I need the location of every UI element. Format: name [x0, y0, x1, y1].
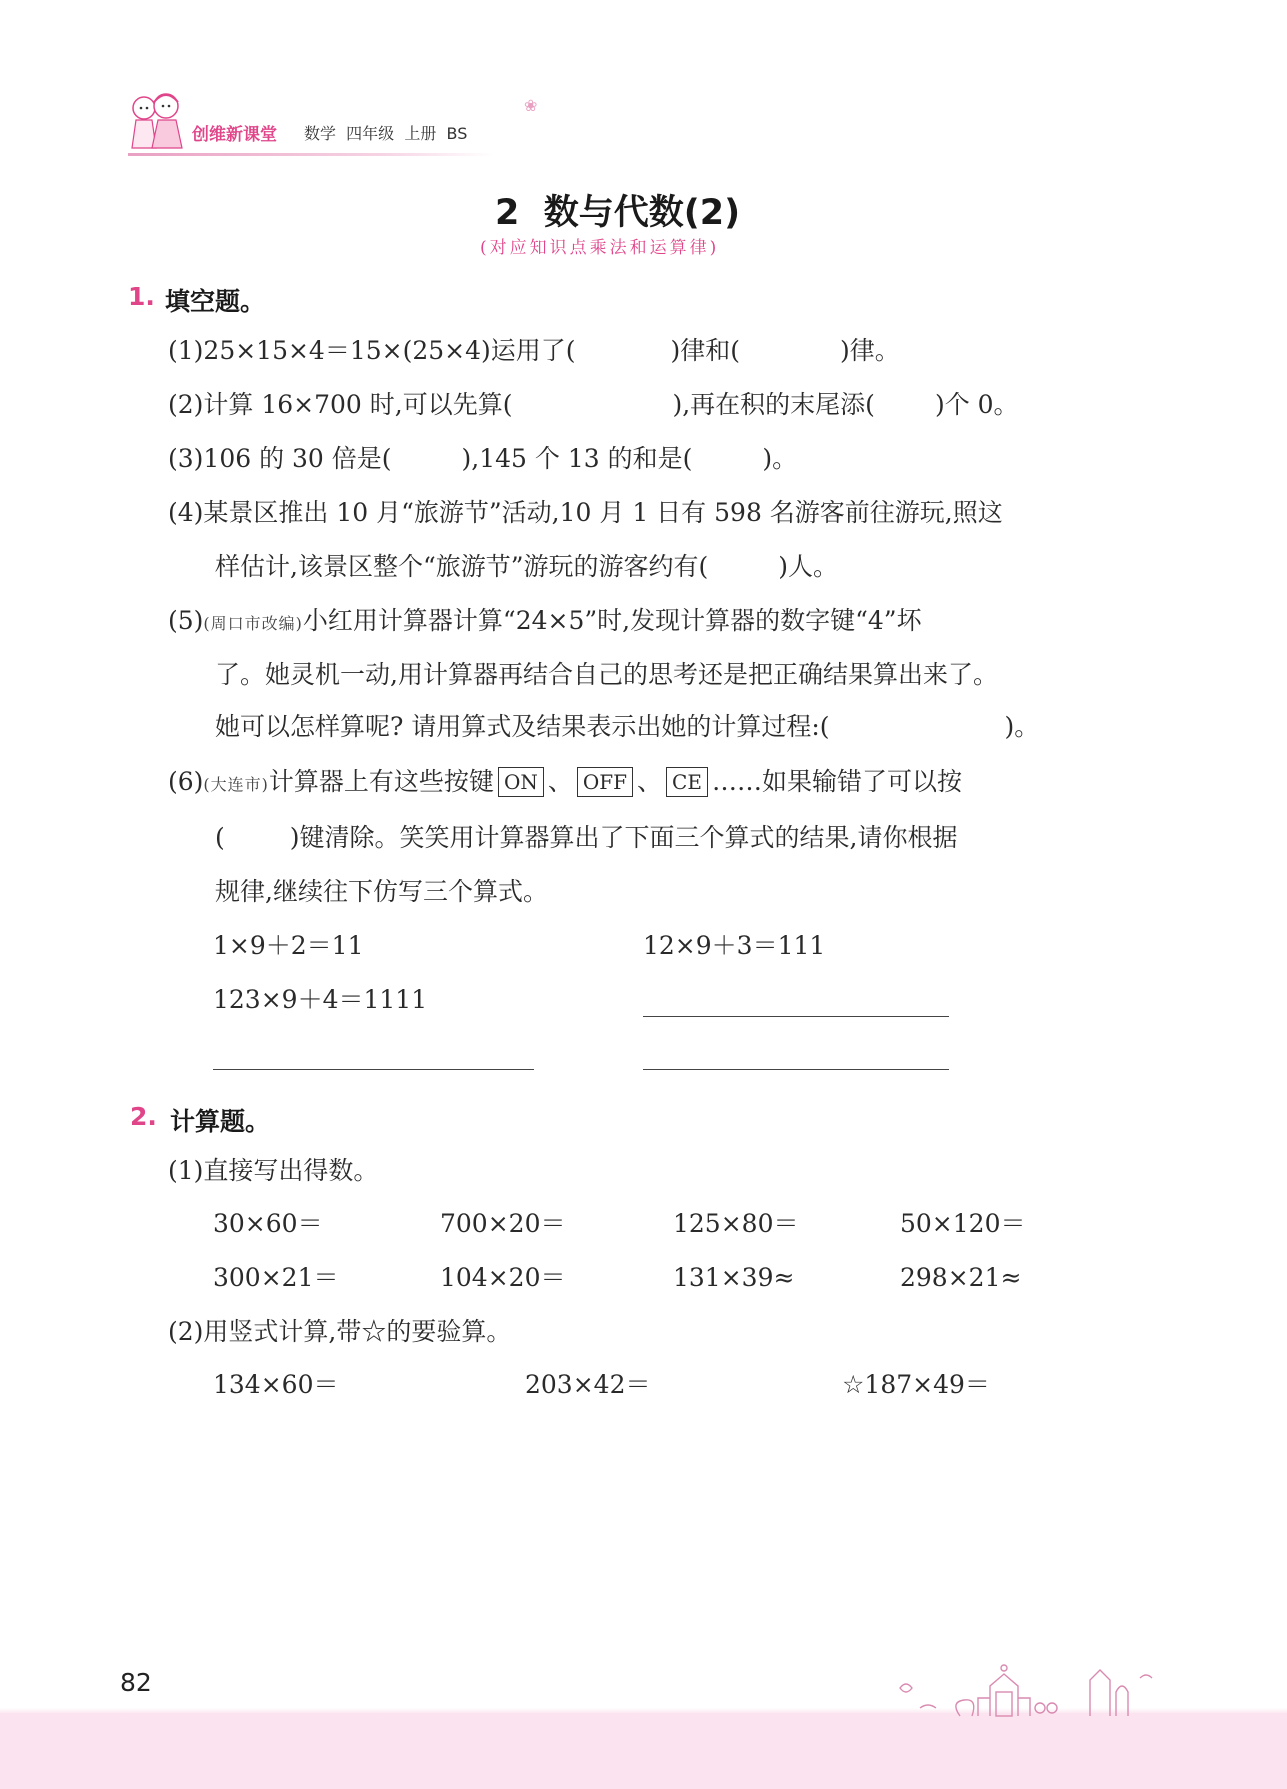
- answer-line-1: [643, 1016, 949, 1017]
- section1-number: 1.: [128, 282, 155, 311]
- question-1-6-line1: [168, 767, 962, 800]
- calc-item: 104×20＝: [440, 1263, 566, 1292]
- question-1-4-line2: [215, 552, 838, 582]
- q6-number: (6): [168, 767, 204, 796]
- answer-line-2: [213, 1069, 534, 1070]
- page-subtitle: (对应知识点乘法和运算律): [480, 238, 720, 258]
- calc-item: 298×21≈: [900, 1263, 1022, 1292]
- equation-1: 1×9＋2＝11: [213, 931, 364, 960]
- header-mascot-image: [126, 88, 188, 154]
- key-separator: 、: [637, 767, 663, 796]
- q6-text-1b: ……如果输错了可以按: [711, 767, 962, 796]
- header-rule: [128, 153, 493, 156]
- page-title: 2 数与代数(2): [495, 193, 741, 233]
- q6-text-2a: (: [215, 823, 225, 852]
- q5-number: (5): [168, 606, 204, 635]
- question-1-3: [168, 444, 797, 474]
- q1-text-a: (1)25×15×4＝15×(25×4)运用了(: [168, 336, 576, 365]
- q1-text-b: )律和(: [670, 336, 741, 365]
- footer-band: [0, 1713, 1287, 1789]
- question-1-4-line1: (4)某景区推出 10 月“旅游节”活动,10 月 1 日有 598 名游客前往游玩,照这: [168, 498, 1003, 527]
- q2-text-c: )个 0。: [934, 390, 1019, 419]
- calc-item: 700×20＝: [440, 1209, 566, 1238]
- question-1-2: [168, 390, 1019, 420]
- brand-name: 创维新课堂: [192, 125, 277, 145]
- question-1-5-line3: [215, 712, 1039, 742]
- q2-text-b: ),再在积的末尾添(: [672, 390, 875, 419]
- calc-item: 50×120＝: [900, 1209, 1026, 1238]
- equation-3: 123×9＋4＝1111: [213, 985, 428, 1014]
- q3-text-b: ),145 个 13 的和是(: [461, 444, 693, 473]
- q3-text-c: )。: [762, 444, 798, 473]
- vertical-calc-item: ☆187×49＝: [842, 1370, 990, 1399]
- q2-text-a: (2)计算 16×700 时,可以先算(: [168, 390, 513, 419]
- section2-number: 2.: [130, 1102, 157, 1131]
- castle-decoration-icon: [880, 1648, 1170, 1718]
- q6-text-2b: )键清除。笑笑用计算器算出了下面三个算式的结果,请你根据: [289, 823, 958, 852]
- section2-title: 计算题。: [170, 1107, 271, 1136]
- answer-line-3: [643, 1069, 949, 1070]
- question-1-6-line3: 规律,继续往下仿写三个算式。: [215, 877, 548, 906]
- calc-item: 300×21＝: [213, 1263, 339, 1292]
- part1-label: (1)直接写出得数。: [168, 1156, 379, 1185]
- key-off: OFF: [577, 767, 633, 797]
- q5-text-3b: )。: [1004, 712, 1040, 741]
- q5-source: (周口市改编): [203, 614, 303, 633]
- key-on: ON: [498, 767, 544, 797]
- bunny-icon: ❀: [524, 96, 538, 115]
- book-info: 数学 四年级 上册 BS: [304, 124, 468, 143]
- question-1-1: [168, 336, 900, 366]
- calc-item: 30×60＝: [213, 1209, 323, 1238]
- q4-text-a: 样估计,该景区整个“旅游节”游玩的游客约有(: [215, 552, 709, 581]
- q3-text-a: (3)106 的 30 倍是(: [168, 444, 392, 473]
- equation-2: 12×9＋3＝111: [643, 931, 826, 960]
- section1-title: 填空题。: [165, 287, 266, 316]
- q1-text-c: )律。: [840, 336, 900, 365]
- q6-source: (大连市): [203, 775, 269, 794]
- calc-item: 131×39≈: [673, 1263, 795, 1292]
- q4-text-b: )人。: [778, 552, 839, 581]
- q6-text-1a: 计算器上有这些按键: [268, 767, 494, 796]
- key-separator: 、: [547, 767, 573, 796]
- calc-item: 125×80＝: [673, 1209, 799, 1238]
- question-1-5-line1: [168, 606, 922, 639]
- q5-text-3a: 她可以怎样算呢? 请用算式及结果表示出她的计算过程:(: [215, 712, 830, 741]
- part2-label: (2)用竖式计算,带☆的要验算。: [168, 1317, 512, 1346]
- question-1-5-line2: 了。她灵机一动,用计算器再结合自己的思考还是把正确结果算出来了。: [215, 660, 998, 689]
- q5-text-1: 小红用计算器计算“24×5”时,发现计算器的数字键“4”坏: [302, 606, 922, 635]
- page-number: 82: [120, 1668, 152, 1697]
- vertical-calc-item: 134×60＝: [213, 1370, 339, 1399]
- vertical-calc-item: 203×42＝: [525, 1370, 651, 1399]
- key-ce: CE: [666, 767, 708, 797]
- question-1-6-line2: [215, 823, 957, 853]
